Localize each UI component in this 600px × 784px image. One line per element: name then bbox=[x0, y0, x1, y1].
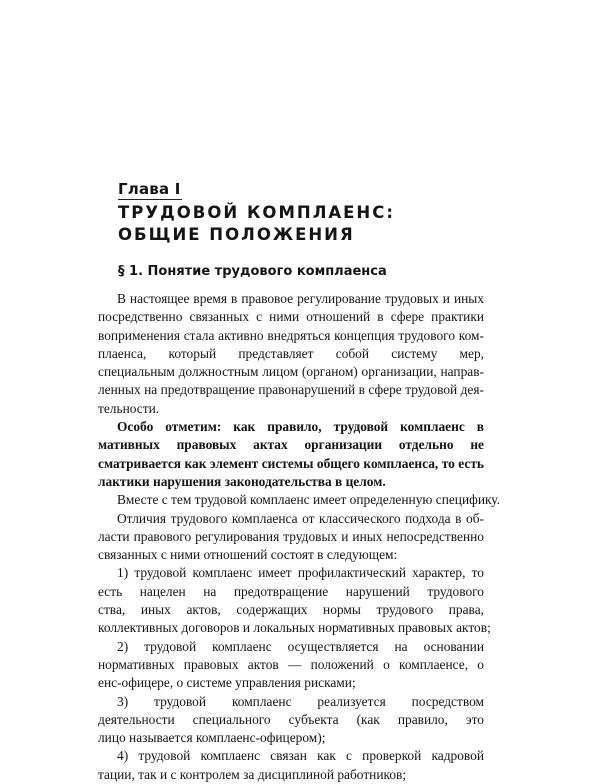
text-line: Отличия трудового комплаенса от классического подхода в об- bbox=[117, 510, 484, 526]
chapter-title bbox=[118, 202, 395, 246]
text-line: ства, иных актов, содержащих нормы трудового права, bbox=[98, 602, 484, 618]
text-line: воприменения стала активно внедряться концепция трудового ком- bbox=[98, 327, 484, 343]
text-line: 1) трудовой комплаенс имеет профилактический характер, то bbox=[117, 565, 484, 581]
text-line: коллективных договоров и локальных нормативных правовых актов; bbox=[98, 620, 491, 636]
text-line: В настоящее время в правовое регулирование трудовых и иных bbox=[117, 291, 484, 306]
list-item bbox=[98, 638, 484, 693]
text-line: мативных правовых актах организации отдельно не bbox=[98, 437, 484, 453]
chapter-title-line: ОБЩИЕ ПОЛОЖЕНИЯ bbox=[118, 225, 355, 244]
paragraph bbox=[98, 510, 484, 565]
text-line: енс-офицере, о системе управления рисками; bbox=[98, 675, 356, 691]
text-line: специальным должностным лицом (органом) организации, направ- bbox=[98, 364, 484, 380]
text-line: 3) трудовой комплаенс реализуется посредством bbox=[117, 693, 484, 709]
text-line: 2) трудовой комплаенс осуществляется на основании bbox=[117, 638, 484, 654]
text-line: ласти правового регулирования трудовых и иных непосредственно bbox=[98, 528, 484, 544]
text-line: посредственно связанных с ними отношений в сфере практики bbox=[98, 309, 484, 325]
chapter-underline bbox=[118, 199, 182, 200]
text-line: есть нацелен на предотвращение нарушений трудового bbox=[98, 583, 484, 599]
text-line: ленных на предотвращение правонарушений в сфере трудовой дея- bbox=[98, 382, 484, 398]
text-line: деятельности специального субъекта (как правило, это bbox=[98, 711, 484, 727]
text-line: нормативных правовых актов — положений о комплаенсе, о bbox=[98, 656, 484, 672]
list-item bbox=[98, 693, 484, 748]
text-line: тельности. bbox=[98, 400, 160, 416]
chapter-label: Глава I bbox=[118, 180, 181, 198]
list-item bbox=[98, 564, 491, 637]
text-line: лактики нарушения законодательства в целом. bbox=[98, 473, 386, 489]
text-line: Особо отметим: как правило, трудовой комплаенс в bbox=[117, 419, 484, 435]
list-item bbox=[98, 747, 484, 784]
text-line: сматривается как элемент системы общего комплаенса, то есть bbox=[98, 455, 484, 471]
text-line: лицо называется комплаенс-офицером); bbox=[98, 730, 326, 746]
body-text bbox=[98, 290, 500, 784]
text-line: плаенса, который представляет собой систему мер, bbox=[98, 345, 484, 361]
section-heading: § 1. Понятие трудового комплаенса bbox=[118, 264, 387, 279]
text-line: Вместе с тем трудовой комплаенс имеет определенную специфику. bbox=[117, 492, 500, 508]
paragraph bbox=[98, 290, 484, 418]
text-line: тации, так и с контролем за дисциплиной работников; bbox=[98, 766, 407, 782]
text-line: 4) трудовой комплаенс связан как с проверкой кадровой bbox=[117, 748, 484, 764]
text-line: связанных с ними отношений состоят в следующем: bbox=[98, 547, 398, 563]
paragraph-emphasis bbox=[98, 418, 484, 491]
chapter-title-line: ТРУДОВОЙ КОМПЛАЕНС: bbox=[118, 203, 395, 222]
paragraph bbox=[98, 491, 500, 509]
